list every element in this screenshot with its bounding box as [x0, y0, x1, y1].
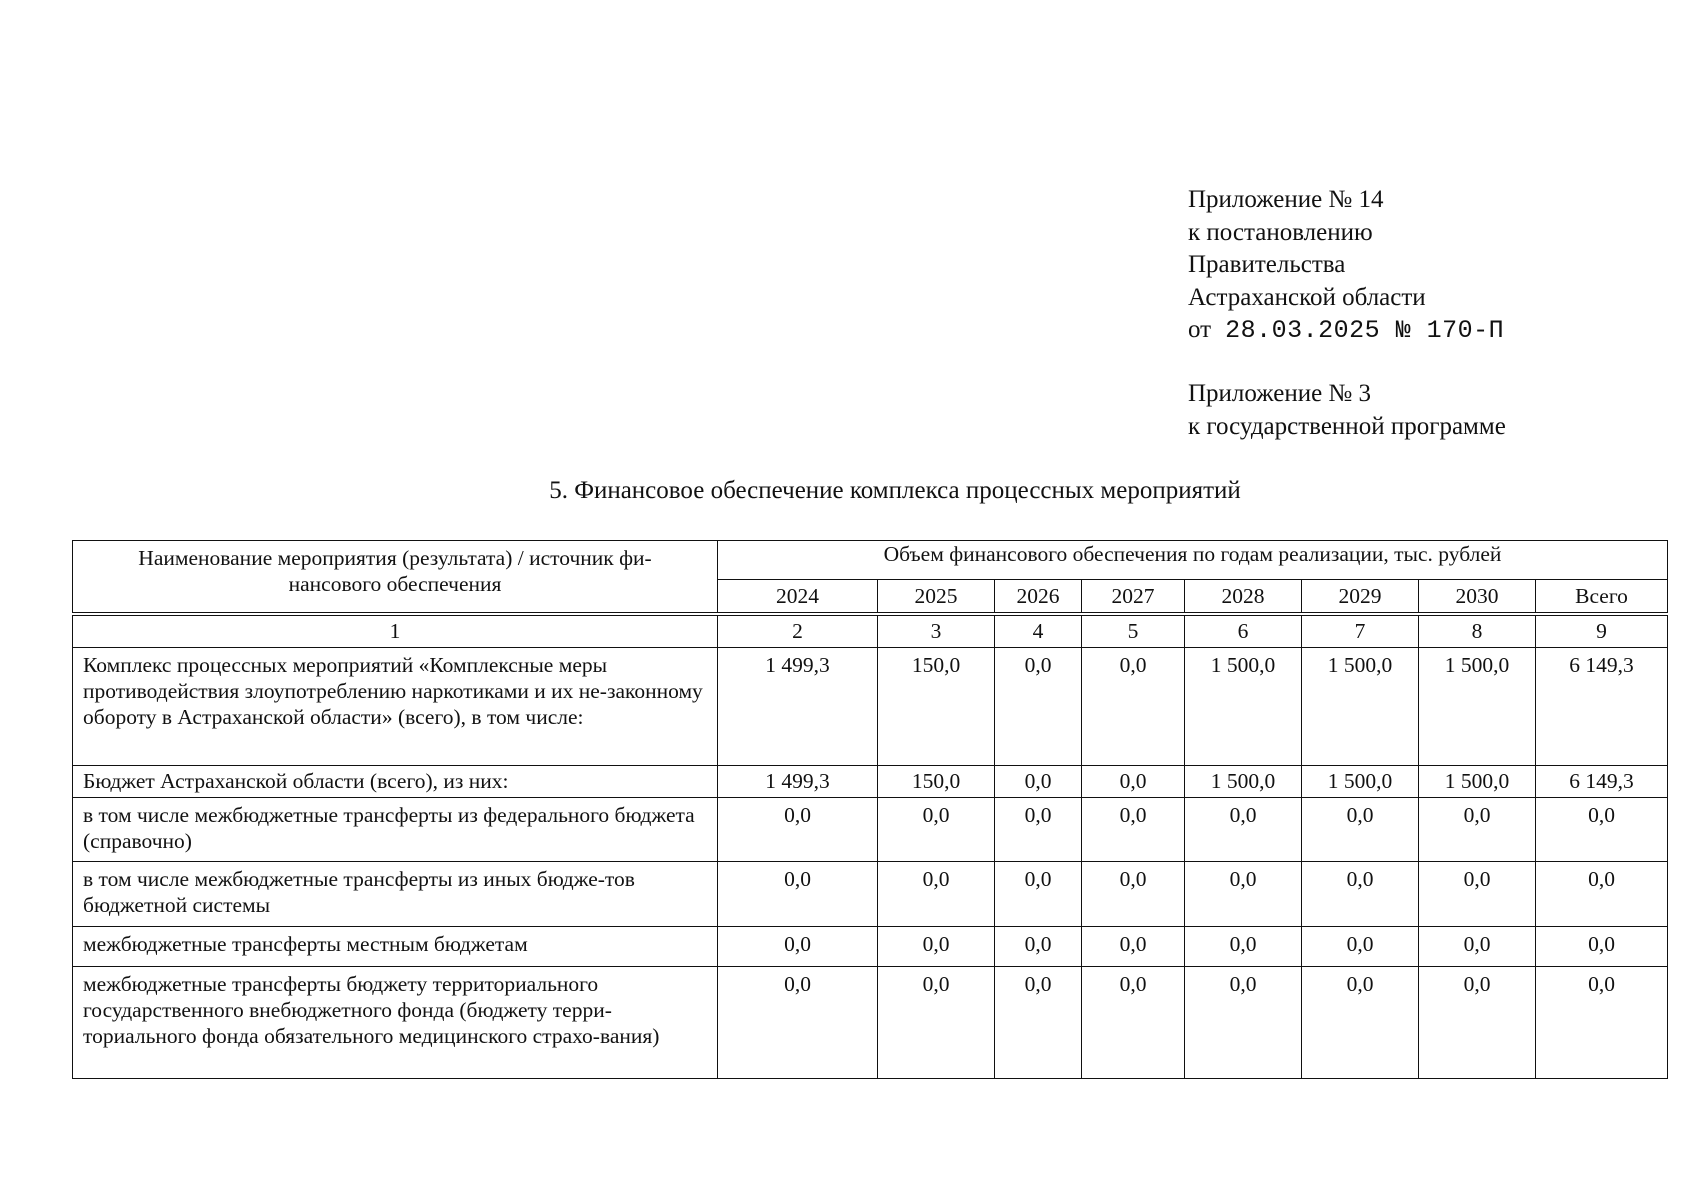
value-cell: 0,0 — [995, 862, 1082, 927]
value-cell: 0,0 — [1302, 862, 1419, 927]
value-cell: 6 149,3 — [1536, 766, 1668, 798]
table-row — [73, 927, 1668, 967]
appendix-14-line: Астраханской области — [1188, 283, 1426, 311]
value-cell: 150,0 — [878, 648, 995, 766]
value-cell: 0,0 — [1185, 927, 1302, 967]
value-cell: 0,0 — [1185, 862, 1302, 927]
value-cell: 0,0 — [1419, 927, 1536, 967]
value-cell: 1 500,0 — [1302, 648, 1419, 766]
row-name: межбюджетные трансферты местным бюджетам — [73, 927, 718, 967]
value-cell: 0,0 — [718, 798, 878, 862]
value-cell: 0,0 — [1536, 967, 1668, 1079]
row-name: в том числе межбюджетные трансферты из иных бюдже-тов бюджетной системы — [73, 862, 718, 927]
appendix-14-line: Приложение № 14 — [1188, 186, 1384, 213]
appendix-3-line: Приложение № 3 — [1188, 380, 1372, 407]
year-header: 2024 — [718, 580, 878, 614]
table-row — [73, 648, 1668, 766]
value-cell: 1 500,0 — [1419, 766, 1536, 798]
value-cell: 1 499,3 — [718, 648, 878, 766]
decree-prefix: от — [1188, 316, 1212, 343]
year-header: 2030 — [1419, 580, 1536, 614]
value-cell: 6 149,3 — [1536, 648, 1668, 766]
decree-date-number: 28.03.2025 № 170-П — [1225, 316, 1505, 345]
value-cell: 0,0 — [878, 927, 995, 967]
column-number: 5 — [1082, 614, 1185, 648]
appendix-3-line: к государственной программе — [1188, 412, 1506, 440]
table-row — [73, 766, 1668, 798]
value-cell: 0,0 — [1419, 967, 1536, 1079]
column-number: 9 — [1536, 614, 1668, 648]
value-cell: 150,0 — [878, 766, 995, 798]
value-cell: 0,0 — [995, 648, 1082, 766]
value-cell: 0,0 — [878, 862, 995, 927]
value-cell: 0,0 — [1082, 927, 1185, 967]
year-header: 2028 — [1185, 580, 1302, 614]
appendix-14-header — [1188, 184, 1504, 348]
value-cell: 1 499,3 — [718, 766, 878, 798]
value-cell: 0,0 — [1302, 967, 1419, 1079]
value-cell: 0,0 — [995, 766, 1082, 798]
value-cell: 1 500,0 — [1185, 648, 1302, 766]
value-cell: 0,0 — [995, 967, 1082, 1079]
appendix-14-line: Правительства — [1188, 251, 1346, 278]
financing-table — [72, 540, 1668, 1079]
value-cell: 0,0 — [1302, 798, 1419, 862]
column-number: 6 — [1185, 614, 1302, 648]
value-cell: 0,0 — [1082, 766, 1185, 798]
total-header: Всего — [1536, 580, 1668, 614]
value-cell: 0,0 — [1082, 798, 1185, 862]
value-cell: 0,0 — [995, 798, 1082, 862]
value-cell: 0,0 — [1082, 648, 1185, 766]
row-name: Бюджет Астраханской области (всего), из них: — [73, 766, 718, 798]
value-cell: 0,0 — [878, 967, 995, 1079]
value-cell: 0,0 — [1419, 862, 1536, 927]
row-name: межбюджетные трансферты бюджету территориального государственного внебюджетного фонда (бюджету терри-ториального фонда обязательного медицинского страхо-вания) — [73, 967, 718, 1079]
year-header: 2027 — [1082, 580, 1185, 614]
value-cell: 0,0 — [718, 927, 878, 967]
column-number: 8 — [1419, 614, 1536, 648]
column-number: 1 — [73, 614, 718, 648]
value-cell: 0,0 — [718, 862, 878, 927]
value-cell: 0,0 — [995, 927, 1082, 967]
appendix-3-header — [1188, 378, 1506, 443]
row-name: Комплекс процессных мероприятий «Комплексные меры противодействия злоупотреблению наркотиками и их не-законному обороту в Астраханской области» (всего), в том числе: — [73, 648, 718, 766]
name-column-header: Наименование мероприятия (результата) / источник фи-нансового обеспечения — [73, 541, 718, 614]
year-header: 2025 — [878, 580, 995, 614]
row-name: в том числе межбюджетные трансферты из федерального бюджета (справочно) — [73, 798, 718, 862]
table-row — [73, 967, 1668, 1079]
value-cell: 1 500,0 — [1302, 766, 1419, 798]
value-cell: 0,0 — [1536, 927, 1668, 967]
table-row — [73, 798, 1668, 862]
decree-line — [1188, 314, 1504, 348]
value-cell: 0,0 — [1536, 862, 1668, 927]
table-row — [73, 862, 1668, 927]
column-number: 3 — [878, 614, 995, 648]
value-cell: 0,0 — [1082, 862, 1185, 927]
value-cell: 0,0 — [1185, 967, 1302, 1079]
value-cell: 0,0 — [1302, 927, 1419, 967]
volume-header: Объем финансового обеспечения по годам реализации, тыс. рублей — [718, 541, 1668, 580]
value-cell: 0,0 — [878, 798, 995, 862]
column-number: 4 — [995, 614, 1082, 648]
value-cell: 0,0 — [1082, 967, 1185, 1079]
year-header: 2029 — [1302, 580, 1419, 614]
value-cell: 1 500,0 — [1419, 648, 1536, 766]
year-header: 2026 — [995, 580, 1082, 614]
appendix-14-line: к постановлению — [1188, 218, 1373, 246]
column-number: 2 — [718, 614, 878, 648]
value-cell: 0,0 — [1185, 798, 1302, 862]
section-title: 5. Финансовое обеспечение комплекса процессных мероприятий — [549, 477, 1241, 504]
value-cell: 0,0 — [1419, 798, 1536, 862]
column-number: 7 — [1302, 614, 1419, 648]
value-cell: 1 500,0 — [1185, 766, 1302, 798]
value-cell: 0,0 — [718, 967, 878, 1079]
value-cell: 0,0 — [1536, 798, 1668, 862]
